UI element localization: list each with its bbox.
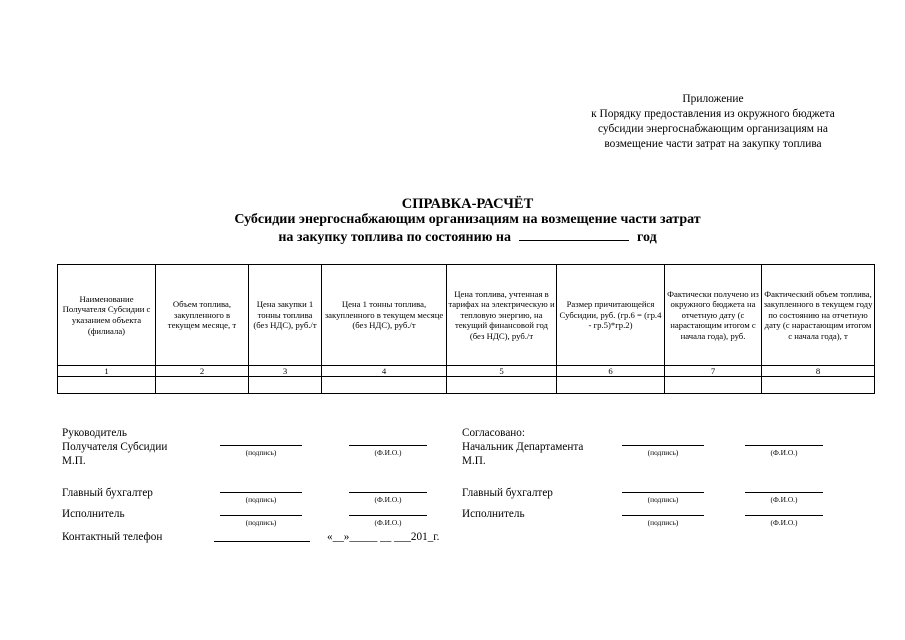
- left-head-label-2: Получателя Субсидии: [62, 441, 168, 453]
- column-number: 1: [58, 366, 156, 377]
- left-accountant-label: Главный бухгалтер: [62, 487, 153, 499]
- table-header-row: [58, 265, 875, 366]
- table-cell: [322, 377, 447, 394]
- column-header: Фактически получено из окружного бюджета на отчетную дату (с нарастающим итогом с начала года), руб.: [665, 265, 762, 366]
- phone-blank-line: [214, 541, 310, 542]
- right-head-name-caption: (Ф.И.О.): [770, 448, 798, 457]
- column-header: Объем топлива, закупленного в текущем месяце, т: [156, 265, 249, 366]
- column-number: 5: [447, 366, 557, 377]
- appendix-line: возмещение части затрат на закупку топлива: [604, 138, 822, 150]
- column-number: 7: [665, 366, 762, 377]
- left-head-signature-caption: (подпись): [245, 448, 277, 457]
- table-cell: [58, 377, 156, 394]
- title-subtitle-2-prefix: на закупку топлива по состоянию на: [278, 230, 511, 245]
- right-executor-name-caption: (Ф.И.О.): [770, 518, 798, 527]
- right-head-label: Начальник Департамента: [462, 441, 584, 453]
- left-head-name-caption: (Ф.И.О.): [374, 448, 402, 457]
- title-subtitle-2-suffix: год: [636, 230, 657, 245]
- title-main: СПРАВКА-РАСЧЁТ: [401, 196, 534, 212]
- table-cell: [665, 377, 762, 394]
- right-executor-signature-caption: (подпись): [647, 518, 679, 527]
- document-title: [195, 196, 740, 246]
- left-head-mp: М.П.: [62, 455, 86, 467]
- appendix-block: [560, 92, 866, 152]
- appendix-line: Приложение: [682, 93, 744, 105]
- column-header: Размер причитающейся Субсидии, руб. (гр.6 = (гр.4 - гр.5)*гр.2): [557, 265, 665, 366]
- column-number: 4: [322, 366, 447, 377]
- right-accountant-signature-line: [622, 492, 704, 493]
- appendix-line: к Порядку предоставления из окружного бюджета: [591, 108, 835, 120]
- left-head-signature-line: [220, 445, 302, 446]
- date-template: «__»_____ __ ___201_г.: [327, 531, 440, 543]
- table-cell: [447, 377, 557, 394]
- column-header: Цена закупки 1 тонны топлива (без НДС), руб./т: [249, 265, 322, 366]
- table-cell: [249, 377, 322, 394]
- date-blank-field: [519, 228, 629, 241]
- calculation-table: [57, 264, 875, 394]
- title-subtitle-1: Субсидии энергоснабжающим организациям на возмещение части затрат: [234, 212, 701, 227]
- left-accountant-name-caption: (Ф.И.О.): [374, 495, 402, 504]
- right-executor-name-line: [745, 515, 823, 516]
- appendix-line: субсидии энергоснабжающим организациям на: [598, 123, 828, 135]
- table-cell: [557, 377, 665, 394]
- left-executor-signature-caption: (подпись): [245, 518, 277, 527]
- left-accountant-name-line: [349, 492, 427, 493]
- column-header: Наименование Получателя Субсидии с указанием объекта (филиала): [58, 265, 156, 366]
- column-header: Фактический объем топлива, закупленного в текущем году по состоянию на отчетную дату (с нарастающим итогом с начала года), т: [762, 265, 875, 366]
- right-head-signature-line: [622, 445, 704, 446]
- column-number: 6: [557, 366, 665, 377]
- right-head-mp: М.П.: [462, 455, 486, 467]
- phone-label: Контактный телефон: [62, 531, 163, 543]
- column-number: 2: [156, 366, 249, 377]
- right-executor-label: Исполнитель: [462, 508, 525, 520]
- left-head-name-line: [349, 445, 427, 446]
- right-accountant-label: Главный бухгалтер: [462, 487, 553, 499]
- column-number: 3: [249, 366, 322, 377]
- left-accountant-signature-caption: (подпись): [245, 495, 277, 504]
- column-header: Цена 1 тонны топлива, закупленного в текущем месяце (без НДС), руб./т: [322, 265, 447, 366]
- column-header: Цена топлива, учтенная в тарифах на электрическую и тепловую энергию, на текущий финансовой год (без НДС), руб./т: [447, 265, 557, 366]
- left-executor-label: Исполнитель: [62, 508, 125, 520]
- right-accountant-signature-caption: (подпись): [647, 495, 679, 504]
- left-executor-signature-line: [220, 515, 302, 516]
- right-executor-signature-line: [622, 515, 704, 516]
- title-subtitle-2: [195, 228, 740, 246]
- table-cell: [156, 377, 249, 394]
- right-agreed-label: Согласовано:: [462, 427, 525, 439]
- left-executor-name-caption: (Ф.И.О.): [374, 518, 402, 527]
- right-head-signature-caption: (подпись): [647, 448, 679, 457]
- right-accountant-name-caption: (Ф.И.О.): [770, 495, 798, 504]
- right-head-name-line: [745, 445, 823, 446]
- column-number: 8: [762, 366, 875, 377]
- table-number-row: [58, 366, 875, 377]
- right-accountant-name-line: [745, 492, 823, 493]
- left-accountant-signature-line: [220, 492, 302, 493]
- table-row: [58, 377, 875, 394]
- left-head-label-1: Руководитель: [62, 427, 127, 439]
- left-executor-name-line: [349, 515, 427, 516]
- table-cell: [762, 377, 875, 394]
